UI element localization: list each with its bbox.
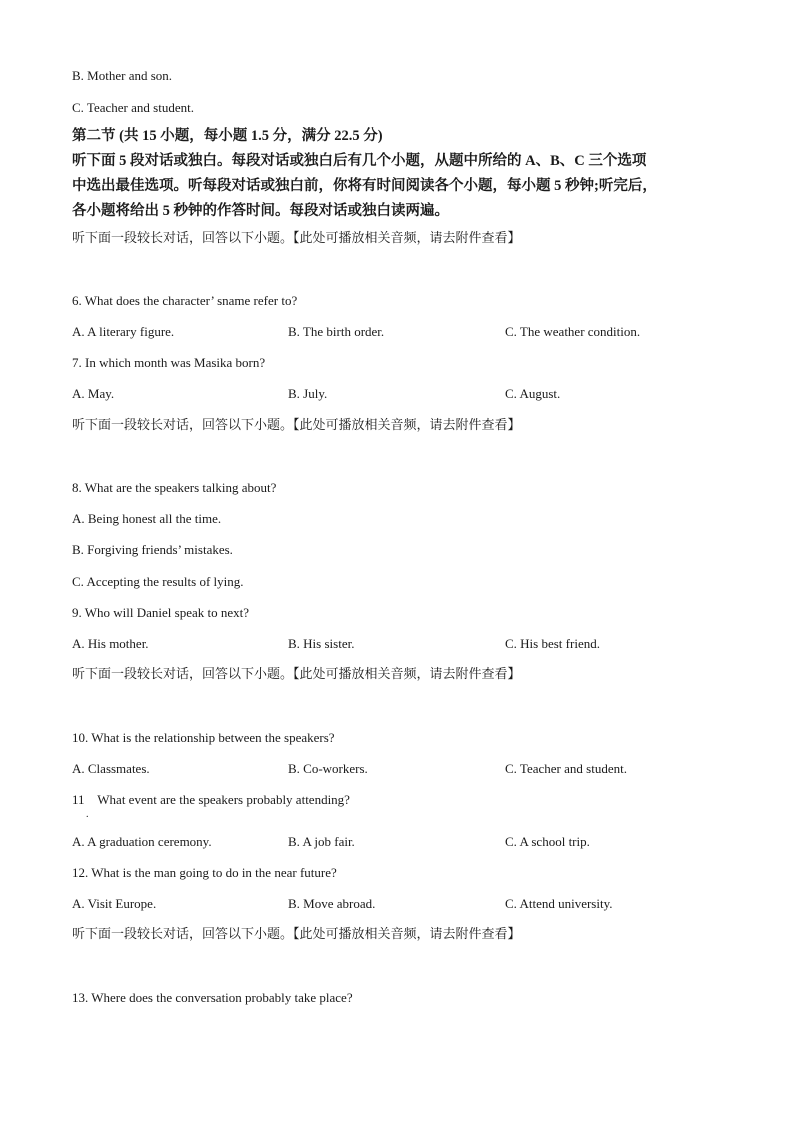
q6-option-c: C. The weather condition. (505, 324, 641, 339)
question-10: 10. What is the relationship between the speakers? (72, 730, 335, 745)
audio-note: 听下面一段较长对话，回答以下小题。【此处可播放相关音频，请去附件查看】 (72, 927, 521, 942)
q7-option-a: A. May. (72, 386, 115, 401)
instructions-line-1: 听下面 5 段对话或独白。每段对话或独白后有几个小题，从题中所给的 A、B、C 三个选项 (72, 153, 647, 169)
q11-option-c: C. A school trip. (505, 834, 590, 849)
q11-option-a: A. A graduation ceremony. (72, 834, 212, 849)
q12-option-a: A. Visit Europe. (72, 896, 157, 911)
q12-option-b: B. Move abroad. (288, 896, 376, 911)
question-8: 8. What are the speakers talking about? (72, 480, 277, 495)
q12-option-c: C. Attend university. (505, 896, 613, 911)
section-title: 第二节 (共 15 小题，每小题 1.5 分，满分 22.5 分) (72, 128, 383, 144)
q9-option-a: A. His mother. (72, 636, 149, 651)
q11-option-b: B. A job fair. (288, 834, 355, 849)
question-7: 7. In which month was Masika born? (72, 355, 266, 370)
q8-option-c: C. Accepting the results of lying. (72, 574, 244, 589)
question-12: 12. What is the man going to do in the near future? (72, 865, 337, 880)
question-9: 9. Who will Daniel speak to next? (72, 605, 250, 620)
question-6: 6. What does the character’ sname refer to? (72, 293, 298, 308)
instructions-line-2: 中选出最佳选项。听每段对话或独白前，你将有时间阅读各个小题，每小题 5 秒钟;听完后， (72, 178, 657, 194)
audio-note: 听下面一段较长对话，回答以下小题。【此处可播放相关音频，请去附件查看】 (72, 667, 521, 682)
instructions-line-3: 各小题将给出 5 秒钟的作答时间。每段对话或独白读两遍。 (72, 203, 449, 219)
q7-option-b: B. July. (288, 386, 328, 401)
prev-option-b: B. Mother and son. (72, 68, 173, 83)
question-13: 13. Where does the conversation probably take place? (72, 990, 353, 1005)
prev-option-c: C. Teacher and student. (72, 100, 194, 115)
q9-option-b: B. His sister. (288, 636, 355, 651)
q10-option-b: B. Co-workers. (288, 761, 368, 776)
question-11-dot: . (86, 809, 89, 820)
q9-option-c: C. His best friend. (505, 636, 600, 651)
q6-option-a: A. A literary figure. (72, 324, 175, 339)
audio-note: 听下面一段较长对话，回答以下小题。【此处可播放相关音频，请去附件查看】 (72, 231, 521, 246)
q8-option-b: B. Forgiving friends’ mistakes. (72, 542, 233, 557)
q10-option-a: A. Classmates. (72, 761, 150, 776)
question-11: 11 What event are the speakers probably attending? (72, 792, 350, 807)
q6-option-b: B. The birth order. (288, 324, 385, 339)
q10-option-c: C. Teacher and student. (505, 761, 627, 776)
audio-note: 听下面一段较长对话，回答以下小题。【此处可播放相关音频，请去附件查看】 (72, 418, 521, 433)
q8-option-a: A. Being honest all the time. (72, 511, 222, 526)
q7-option-c: C. August. (505, 386, 561, 401)
